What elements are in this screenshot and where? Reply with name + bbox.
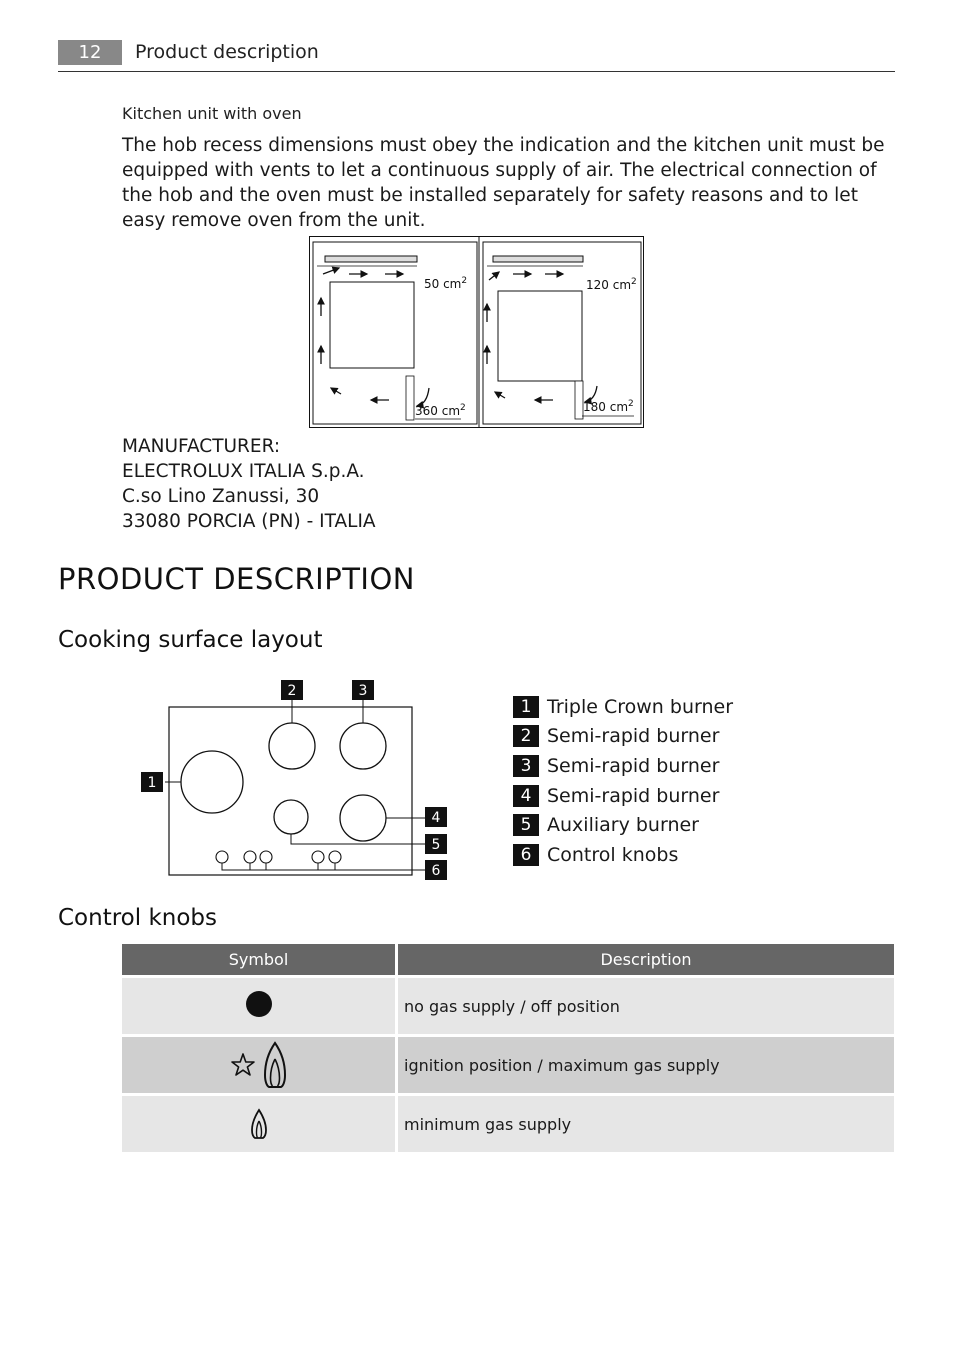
description-cell: no gas supply / off position — [398, 975, 894, 1034]
legend-item — [513, 692, 733, 722]
page-number: 12 — [58, 40, 122, 65]
legend-item — [513, 751, 733, 781]
legend-number: 3 — [513, 755, 539, 777]
installation-paragraph: The hob recess dimensions must obey the indication and the kitchen unit must be equipped with vents to let a continuous supply of air. The electrical connection of the hob and the oven must be installed separately for safety reasons and to let easy remove oven from the unit. — [122, 135, 885, 231]
svg-text:50 cm2: 50 $cm^2$ — [424, 276, 468, 291]
symbol-cell — [122, 1034, 398, 1093]
control-knob — [260, 851, 272, 863]
control-knob — [312, 851, 324, 863]
legend-label: Control knobs — [547, 843, 679, 866]
control-knobs-table — [122, 944, 894, 1152]
table-row — [122, 1034, 894, 1093]
legend-number: 5 — [513, 814, 539, 836]
callout-tag-1 — [141, 772, 163, 792]
legend-label: Triple Crown burner — [547, 695, 734, 718]
legend-item — [513, 781, 733, 811]
legend-number: 4 — [513, 785, 539, 807]
svg-text:2: 2 — [287, 683, 297, 699]
manufacturer-heading: MANUFACTURER: — [122, 436, 281, 457]
table-row — [122, 1093, 894, 1152]
section-title: PRODUCT DESCRIPTION — [58, 562, 415, 596]
svg-text:1: 1 — [147, 775, 157, 791]
triple-crown-burner — [181, 751, 243, 813]
ventilation-diagram — [309, 236, 645, 429]
large-flame-icon — [262, 1041, 288, 1089]
svg-text:3: 3 — [358, 683, 368, 699]
legend-item — [513, 722, 733, 752]
hob-layout-diagram — [138, 678, 450, 886]
manufacturer-line: C.so Lino Zanussi, 30 — [122, 486, 320, 507]
column-header-description: Description — [398, 944, 894, 975]
small-flame-icon — [250, 1108, 268, 1140]
semi-rapid-burner — [269, 723, 315, 769]
kitchen-unit-subheading: Kitchen unit with oven — [122, 104, 302, 123]
svg-text:4: 4 — [431, 810, 441, 826]
callout-tag-5 — [425, 834, 447, 854]
star-icon — [229, 1051, 257, 1079]
symbol-cell — [122, 1093, 398, 1152]
svg-text:360 cm2: 360 $cm^2$ — [415, 403, 466, 418]
semi-rapid-burner — [340, 723, 386, 769]
manufacturer-line: 33080 PORCIA (PN) - ITALIA — [122, 511, 376, 532]
callout-tag-6 — [425, 860, 447, 880]
legend-item — [513, 810, 733, 840]
header-title: Product description — [135, 41, 319, 63]
manufacturer-line: ELECTROLUX ITALIA S.p.A. — [122, 461, 365, 482]
symbol-cell — [122, 975, 398, 1034]
svg-text:180 cm2: 180 $cm^2$ — [583, 399, 634, 414]
column-header-symbol: Symbol — [122, 944, 398, 975]
legend-number: 6 — [513, 844, 539, 866]
legend-item — [513, 840, 733, 870]
control-knobs-heading: Control knobs — [58, 905, 218, 931]
svg-text:6: 6 — [431, 863, 441, 879]
svg-text:120 cm2: 120 $cm^2$ — [586, 277, 637, 292]
control-knob — [244, 851, 256, 863]
description-cell: ignition position / maximum gas supply — [398, 1034, 894, 1093]
filled-circle-icon — [244, 989, 274, 1019]
cooking-surface-heading: Cooking surface layout — [58, 627, 323, 653]
legend-label: Semi-rapid burner — [547, 725, 720, 748]
legend-label: Auxiliary burner — [547, 814, 699, 837]
manufacturer-block — [122, 434, 376, 534]
control-knob — [216, 851, 228, 863]
control-knob — [329, 851, 341, 863]
legend-number: 1 — [513, 696, 539, 718]
table-header-row — [122, 944, 894, 975]
auxiliary-burner — [274, 800, 308, 834]
legend-number: 2 — [513, 725, 539, 747]
callout-tag-2 — [281, 680, 303, 700]
table-row — [122, 975, 894, 1034]
legend-label: Semi-rapid burner — [547, 784, 720, 807]
legend-label: Semi-rapid burner — [547, 754, 720, 777]
semi-rapid-burner — [340, 795, 386, 841]
svg-text:5: 5 — [431, 837, 441, 853]
burner-legend — [513, 692, 733, 870]
page-header — [58, 40, 895, 72]
description-cell: minimum gas supply — [398, 1093, 894, 1152]
callout-tag-3 — [352, 680, 374, 700]
callout-tag-4 — [425, 807, 447, 827]
